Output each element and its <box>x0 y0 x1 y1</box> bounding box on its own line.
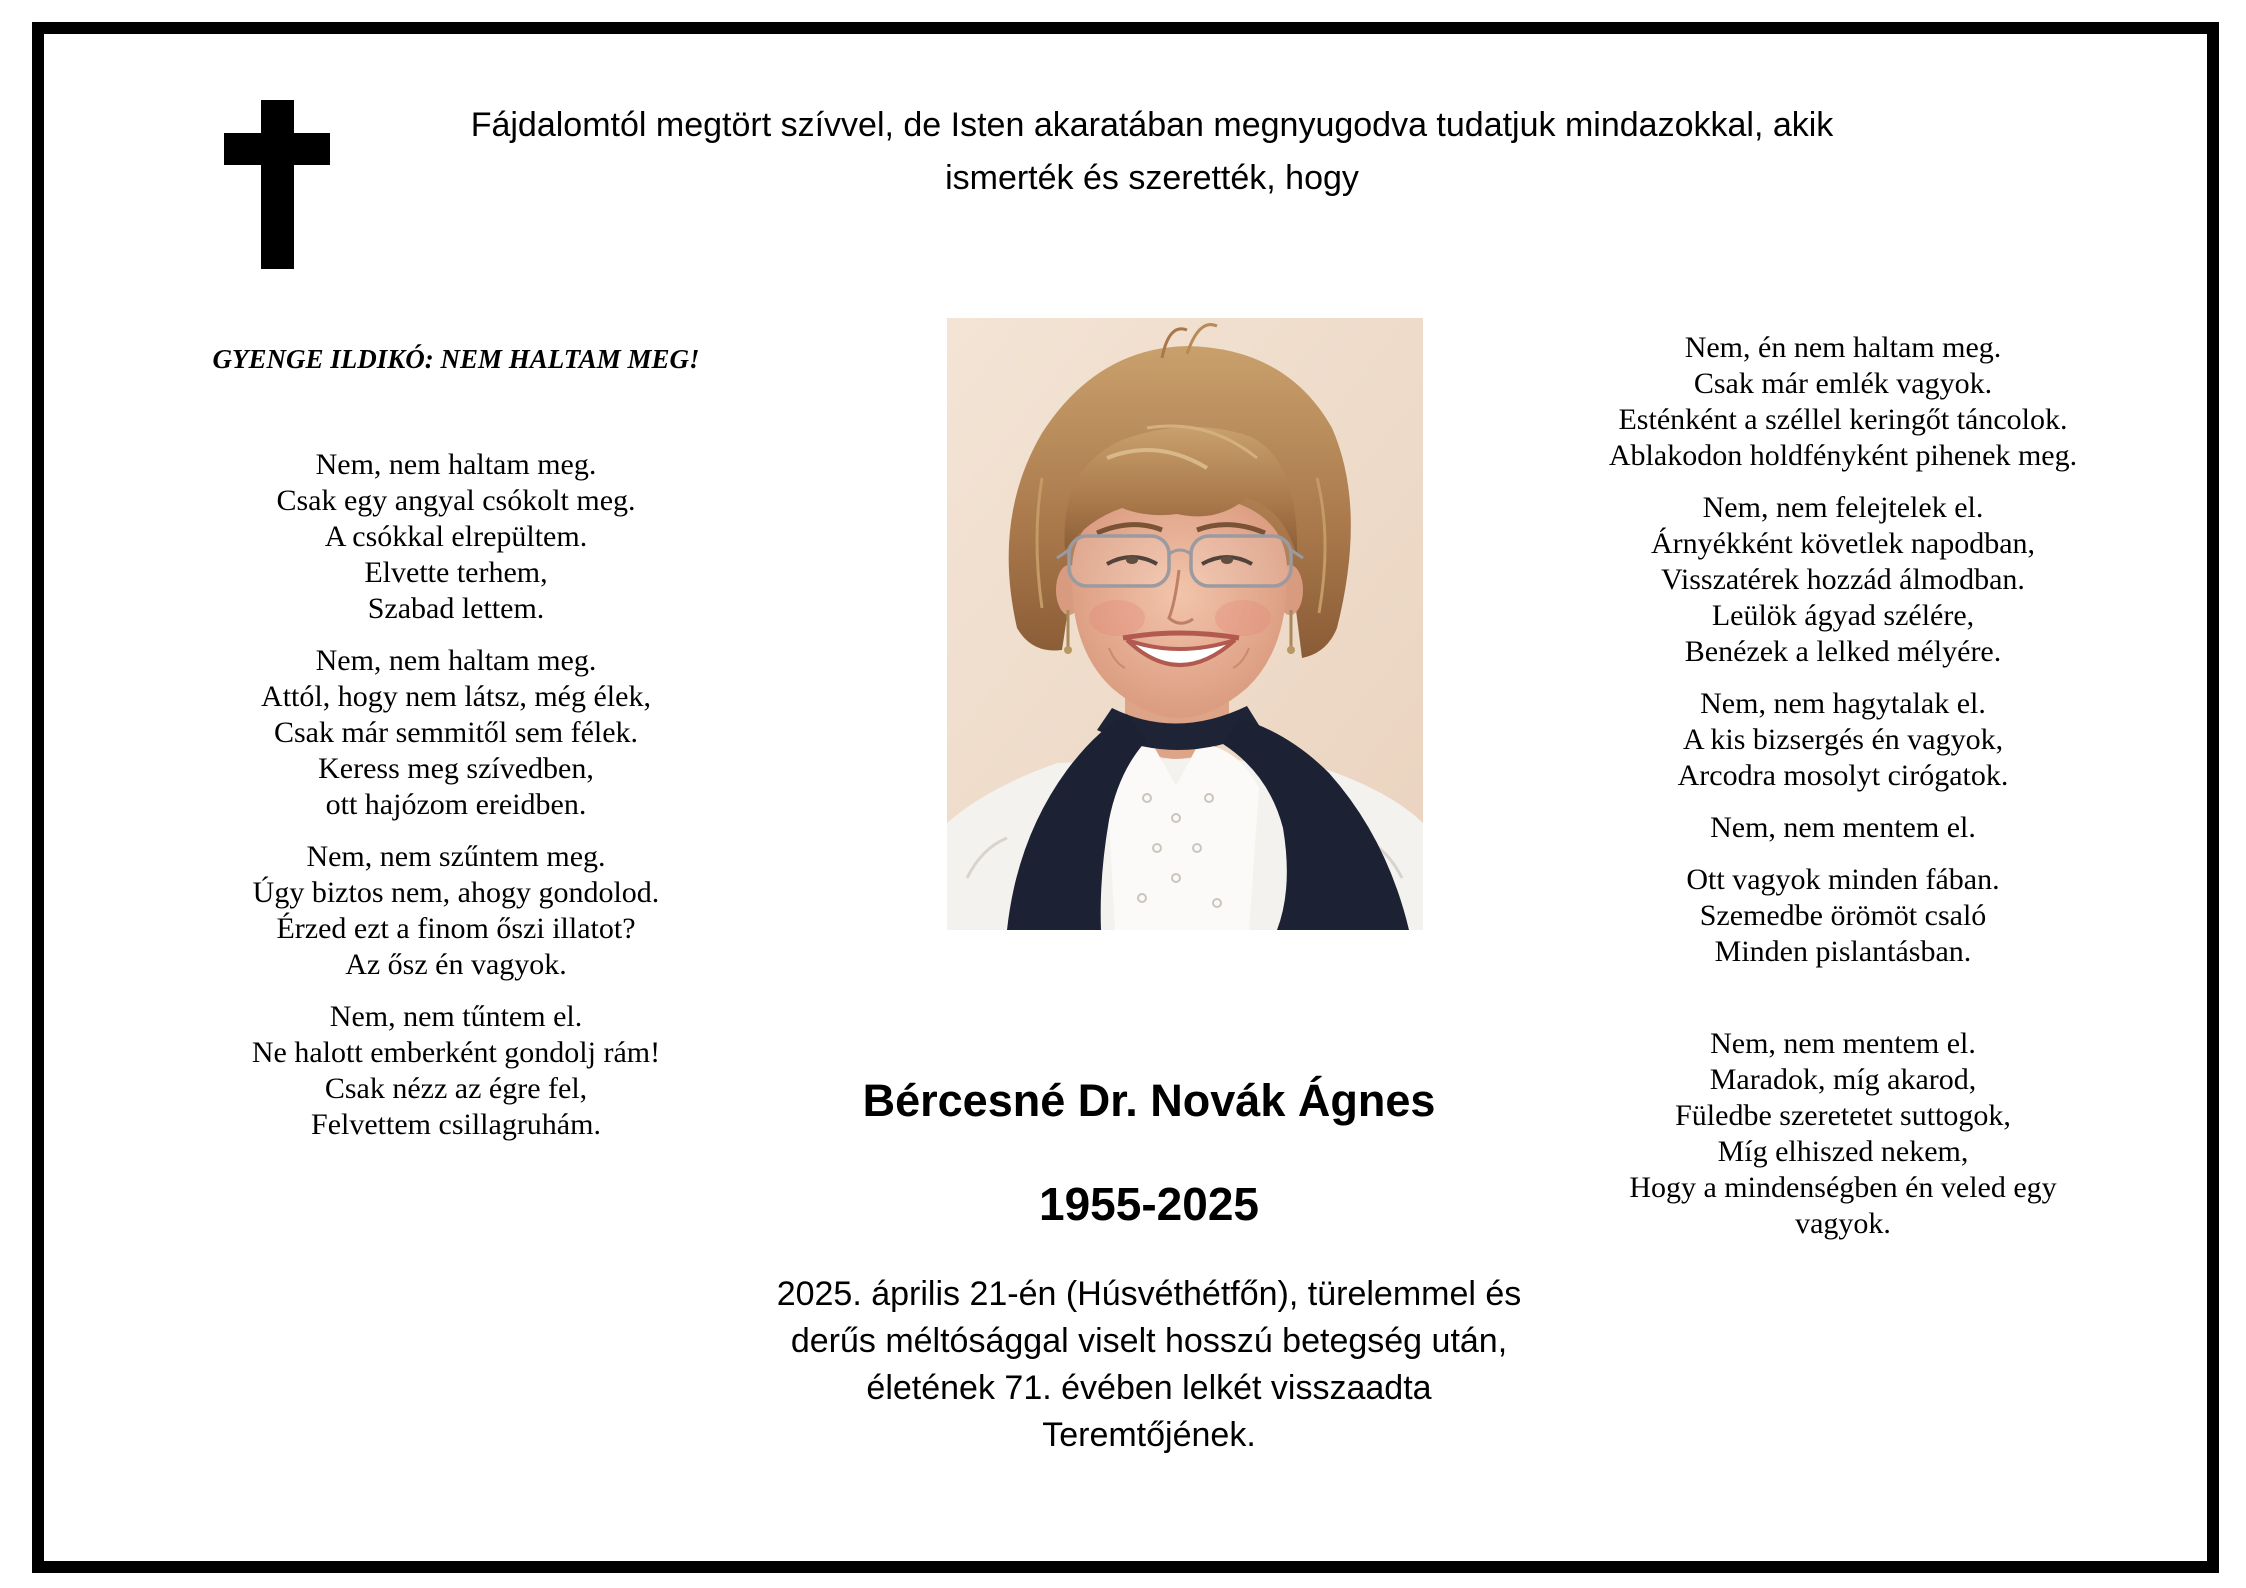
poem-title: GYENGE ILDIKÓ: NEM HALTAM MEG! <box>212 344 700 374</box>
life-years: 1955-2025 <box>1039 1178 1259 1230</box>
poem-line: Úgy biztos nem, ahogy gondolod. <box>252 876 660 909</box>
poem-line: Ne halott emberként gondolj rám! <box>251 1036 661 1069</box>
deceased-name: Bércesné Dr. Novák Ágnes <box>862 1075 1436 1126</box>
intro-text <box>300 99 2004 205</box>
poem-line: Nem, nem tűntem el. <box>329 1000 583 1033</box>
death-announcement <box>699 1271 1599 1459</box>
stanza <box>1543 490 2143 670</box>
poem-line: Nem, nem hagytalak el. <box>1700 687 1986 720</box>
poem-line: Esténként a széllel keringőt táncolok. <box>1618 403 2068 436</box>
poem-line: A csókkal elrepültem. <box>324 520 588 553</box>
poem-line: Maradok, míg akarod, <box>1709 1063 1977 1096</box>
intro-line: ismerték és szerették, hogy <box>945 159 1359 197</box>
poem-line: Csak már emlék vagyok. <box>1693 367 1993 400</box>
poem-line: Nem, nem mentem el. <box>1710 1027 1976 1060</box>
poem-line: Ablakodon holdfényként pihenek meg. <box>1608 439 2078 472</box>
poem-line: Minden pislantásban. <box>1714 935 1972 968</box>
poem-line: Csak már semmitől sem félek. <box>273 716 639 749</box>
left-poem <box>156 447 756 1143</box>
poem-line: Nem, nem felejtelek el. <box>1702 491 1984 524</box>
stanza <box>156 643 756 823</box>
poem-line: Attól, hogy nem látsz, még élek, <box>261 680 651 713</box>
stanza <box>156 839 756 983</box>
poem-line: Szabad lettem. <box>367 592 545 625</box>
poem-line: Nem, nem szűntem meg. <box>306 840 606 873</box>
poem-line: Érzed ezt a finom őszi illatot? <box>276 912 636 945</box>
poem-line: A kis bizsergés én vagyok, <box>1682 723 2004 756</box>
announcement-line: Teremtőjének. <box>1042 1416 1256 1454</box>
right-poem <box>1543 330 2143 1242</box>
stanza <box>1543 330 2143 474</box>
portrait-photo <box>947 318 1423 930</box>
stanza <box>1543 1026 2143 1242</box>
poem-line: Csak nézz az égre fel, <box>324 1072 588 1105</box>
announcement-line: derűs méltósággal viselt hosszú betegség után, <box>790 1322 1508 1360</box>
poem-line: vagyok. <box>1795 1207 1891 1240</box>
stanza <box>1543 686 2143 794</box>
poem-line: Míg elhiszed nekem, <box>1717 1135 1969 1168</box>
poem-line: Az ősz én vagyok. <box>345 948 567 981</box>
poem-line: Nem, nem haltam meg. <box>315 448 597 481</box>
poem-line: ott hajózom ereidben. <box>325 788 587 821</box>
announcement-line: életének 71. évében lelkét visszaadta <box>866 1369 1432 1407</box>
poem-line: Ott vagyok minden fában. <box>1686 863 2000 896</box>
stanza <box>156 447 756 627</box>
poem-line: Arcodra mosolyt cirógatok. <box>1677 759 2009 792</box>
poem-line: Szemedbe örömöt csaló <box>1699 899 1987 932</box>
poem-line: Keress meg szívedben, <box>318 752 594 785</box>
stanza <box>156 999 756 1143</box>
poem-line: Nem, nem mentem el. <box>1710 811 1976 844</box>
poem-line: Nem, én nem haltam meg. <box>1684 331 2002 364</box>
poem-line: Leülök ágyad szélére, <box>1711 599 1975 632</box>
poem-line: Füledbe szeretetet suttogok, <box>1675 1099 2011 1132</box>
poem-line: Hogy a mindenségben én veled egy <box>1629 1171 2057 1204</box>
stanza <box>1543 810 2143 846</box>
cross-vertical-bar <box>261 100 294 269</box>
poem-line: Benézek a lelked mélyére. <box>1684 635 2002 668</box>
poem-line: Felvettem csillagruhám. <box>311 1108 601 1141</box>
poem-line: Elvette terhem, <box>364 556 548 589</box>
stanza <box>1543 862 2143 970</box>
poem-line: Nem, nem haltam meg. <box>315 644 597 677</box>
poem-line: Csak egy angyal csókolt meg. <box>276 484 636 517</box>
poem-line: Visszatérek hozzád álmodban. <box>1661 563 2025 596</box>
poem-line: Árnyékként követlek napodban, <box>1650 527 2036 560</box>
announcement-line: 2025. április 21-én (Húsvéthétfőn), türelemmel és <box>776 1275 1522 1313</box>
intro-line: Fájdalomtól megtört szívvel, de Isten akaratában megnyugodva tudatjuk mindazokkal, akik <box>470 106 1834 144</box>
